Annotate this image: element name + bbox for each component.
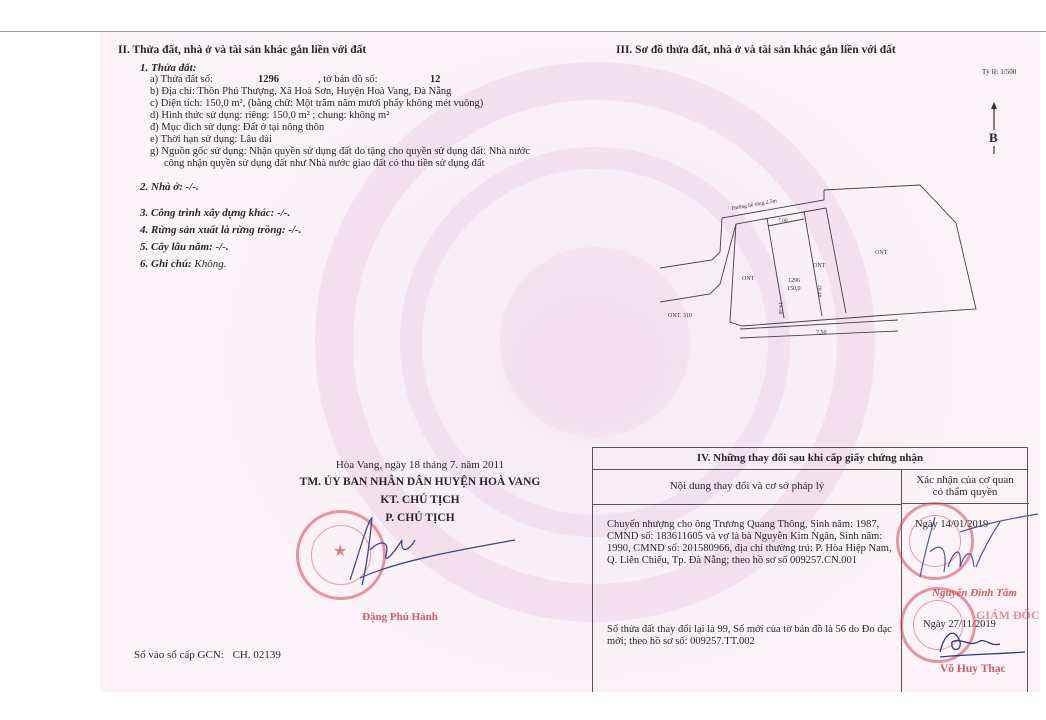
signing-date: Hòa Vang, ngày 18 tháng 7. năm 2011: [335, 459, 505, 471]
confirmation-signer-1: Nguyễn Đình Tâm: [932, 587, 1017, 599]
svg-text:20.40: 20.40: [816, 285, 822, 298]
north-arrow: [988, 102, 1000, 154]
certificate-page: [100, 32, 1040, 692]
signing-org: TM. ỦY BAN NHÂN DÂN HUYỆN HOÀ VANG: [299, 476, 541, 488]
section-2-title: II. Thửa đất, nhà ở và tài sản khác gắn liền với đất: [118, 44, 367, 56]
note-label: 6. Ghi chú:: [140, 258, 192, 270]
parcel-map: [660, 182, 990, 342]
land-heading: 1. Thửa đất:: [140, 62, 197, 74]
signature-dang-phu-hanh: [340, 510, 520, 590]
area-line: c) Diện tích: 150,0 m², (bằng chữ: Một trăm năm mươi phẩy không mét vuông): [150, 98, 484, 109]
usage-purpose-line: đ) Mục đích sử dụng: Đất ở tại nông thôn: [150, 122, 325, 133]
house-line: 2. Nhà ở: -/-.: [140, 181, 199, 193]
svg-text:1296: 1296: [788, 278, 800, 284]
signature-nguyen-dinh-tam: [900, 512, 1040, 582]
svg-text:7.50: 7.50: [816, 330, 827, 336]
section-4-title: IV. Những thay đổi sau khi cấp giấy chứng nhận: [593, 448, 1027, 470]
map-scale: Tỷ lệ: 1/500: [982, 68, 1017, 76]
usage-form-line: d) Hình thức sử dụng: riêng: 150,0 m² ; chung: không m²: [150, 110, 390, 121]
table-row-1-date: Ngày 14/01/2019: [915, 519, 989, 530]
north-label: B: [989, 130, 998, 145]
column-header-content: Nội dung thay đổi và cơ sở pháp lý: [593, 469, 902, 505]
parcel-number-value: 1296: [258, 74, 279, 85]
table-row-2-date: Ngày 27/11/2019: [923, 619, 996, 630]
origin-line-2: công nhận quyền sử dụng đất như Nhà nước giao đất có thu tiền sử dụng đất: [164, 158, 485, 169]
svg-text:150.0: 150.0: [787, 286, 801, 292]
svg-text:ONT: ONT: [742, 276, 755, 282]
map-sheet-label: , tờ bản đồ số:: [318, 74, 378, 85]
north-arrow-icon: [988, 102, 1000, 154]
signature-vo-huy-thac: [930, 622, 1030, 662]
signing-role-2: P. CHỦ TỊCH: [385, 512, 455, 524]
table-row-2-content: Số thửa đất thay đổi lại là 99, Số mới của tờ bản đồ là 56 do Đo đạc mới; theo hồ sơ số: 009257.TT.002: [607, 624, 892, 647]
svg-text:ONT. 310: ONT. 310: [668, 313, 692, 319]
perennial-line: 5. Cây lâu năm: -/-.: [140, 241, 229, 253]
note-line: [140, 258, 227, 270]
svg-text:19.30: 19.30: [777, 302, 783, 315]
note-value: Không.: [194, 258, 227, 270]
parcel-number-label: a) Thửa đất số:: [150, 74, 213, 85]
road-label: Đường bê tông 2.5m: [731, 198, 778, 212]
svg-text:ONT: ONT: [875, 250, 888, 256]
map-sheet-value: 12: [430, 74, 441, 85]
forest-line: 4. Rừng sản xuất là rừng trồng: -/-.: [140, 224, 302, 236]
section-3-title: III. Sơ đồ thửa đất, nhà ở và tài sản khác gắn liền với đất: [616, 44, 896, 56]
director-title: GIÁM ĐỐC: [976, 608, 1040, 622]
usage-term-line: e) Thời hạn sử dụng: Lâu dài: [150, 134, 272, 145]
signer-name: Đặng Phú Hành: [362, 611, 438, 623]
other-construction-line: 3. Công trình xây dựng khác: -/-.: [140, 207, 291, 219]
svg-text:ONT: ONT: [813, 263, 826, 269]
confirmation-signer-2: Võ Huy Thạc: [940, 663, 1006, 675]
top-width-label: 7.00: [778, 218, 788, 224]
star-icon: ★: [333, 543, 348, 560]
signing-role-1: KT. CHỦ TỊCH: [380, 494, 460, 506]
column-header-confirmation: Xác nhận của cơ quan có thẩm quyền: [901, 469, 1029, 504]
table-row-1-content: Chuyển nhượng cho ông Trương Quang Thông, Sinh năm: 1987, CMND số: 183611605 và vợ là bà Nguyễn Kim Ngân, Sinh năm: 1990, CMND số: 201580966, địa chỉ thường trú: P. Hòa Hiệp Nam, Q. Liên Chiểu, Tp. Đà Nẵng; theo hồ sơ số 009257.CN.001: [607, 519, 892, 566]
registry-label: Số vào sổ cấp GCN:: [134, 649, 224, 661]
address-line: b) Địa chỉ: Thôn Phú Thượng, Xã Hoà Sơn, Huyện Hoà Vang, Đà Nẵng: [150, 86, 452, 97]
origin-line-1: g) Nguồn gốc sử dụng: Nhận quyền sử dụng đất do tặng cho quyền sử dụng đất: Nhà nước: [150, 146, 531, 157]
registry-line: [134, 649, 281, 661]
registry-value: CH. 02139: [232, 649, 281, 661]
